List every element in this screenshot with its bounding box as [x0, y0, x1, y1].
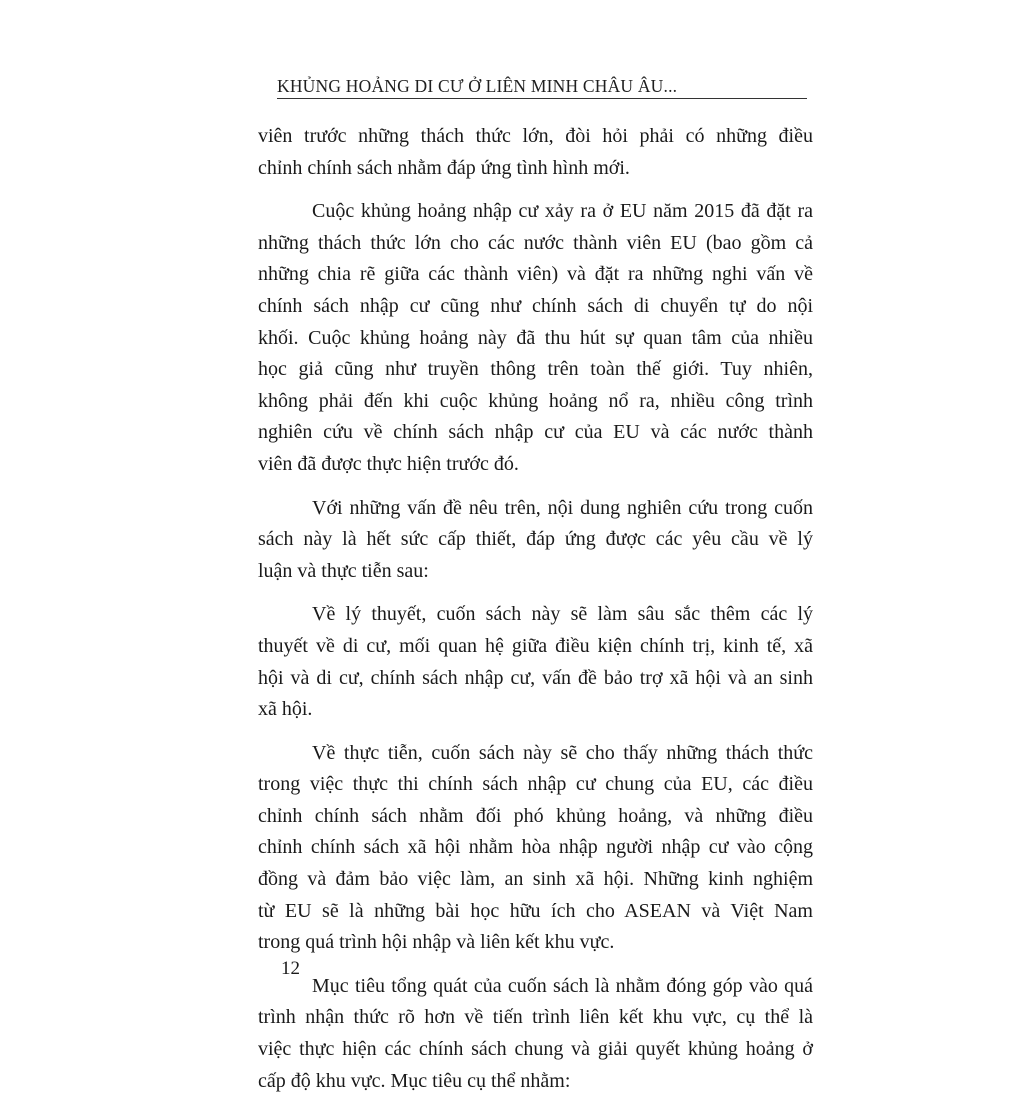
text-line: những chia rẽ giữa các thành viên) và đặt ra những nghi vấn về	[258, 263, 813, 286]
body-text	[258, 121, 813, 1097]
paragraph-objectives	[258, 971, 813, 1097]
text-line: luận và thực tiễn sau:	[258, 559, 429, 582]
text-line: việc thực hiện các chính sách chung và giải quyết khủng hoảng ở	[258, 1038, 813, 1061]
text-line: hội và di cư, chính sách nhập cư, vấn đề bảo trợ xã hội và an sinh	[258, 666, 813, 689]
text-line: Về lý thuyết, cuốn sách này sẽ làm sâu sắc thêm các lý	[312, 603, 813, 626]
header-rule	[277, 98, 807, 99]
text-line: từ EU sẽ là những bài học hữu ích cho ASEAN và Việt Nam	[258, 899, 813, 922]
text-line: trong việc thực thi chính sách nhập cư chung của EU, các điều	[258, 773, 813, 796]
text-line: những thách thức lớn cho các nước thành viên EU (bao gồm cả	[258, 231, 813, 254]
text-line: Với những vấn đề nêu trên, nội dung nghiên cứu trong cuốn	[312, 496, 813, 519]
text-line: không phải đến khi cuộc khủng hoảng nổ ra, nhiều công trình	[258, 389, 813, 412]
text-line: trong quá trình hội nhập và liên kết khu vực.	[258, 931, 615, 954]
text-line: học giả cũng như truyền thông trên toàn thế giới. Tuy nhiên,	[258, 358, 813, 381]
text-line: viên đã được thực hiện trước đó.	[258, 452, 519, 475]
paragraph-practice	[258, 738, 813, 959]
text-line: Mục tiêu tổng quát của cuốn sách là nhằm đóng góp vào quá	[312, 974, 813, 997]
text-line: chỉnh chính sách xã hội nhằm hòa nhập người nhập cư vào cộng	[258, 836, 813, 859]
text-line: viên trước những thách thức lớn, đòi hỏi phải có những điều	[258, 125, 813, 147]
paragraph-research-urgency	[258, 493, 813, 588]
text-line: chỉnh chính sách nhằm đối phó khủng hoảng, và những điều	[258, 804, 813, 827]
text-line: chính sách nhập cư cũng như chính sách di chuyển tự do nội	[258, 294, 813, 317]
text-line: trình nhận thức rõ hơn về tiến trình liên kết khu vực, cụ thể là	[258, 1006, 813, 1029]
text-line: cấp độ khu vực. Mục tiêu cụ thể nhằm:	[258, 1069, 571, 1092]
text-line: sách này là hết sức cấp thiết, đáp ứng được các yêu cầu về lý	[258, 528, 813, 551]
paragraph-crisis-2015	[258, 196, 813, 480]
text-line: Cuộc khủng hoảng nhập cư xảy ra ở EU năm 2015 đã đặt ra	[312, 200, 813, 223]
page-number: 12	[281, 958, 300, 979]
text-line: xã hội.	[258, 698, 313, 721]
text-line: thuyết về di cư, mối quan hệ giữa điều kiện chính trị, kinh tế, xã	[258, 634, 813, 657]
text-line: đồng và đảm bảo việc làm, an sinh xã hội. Những kinh nghiệm	[258, 868, 813, 891]
text-line: Về thực tiễn, cuốn sách này sẽ cho thấy những thách thức	[312, 741, 813, 764]
running-header: KHỦNG HOẢNG DI CƯ Ở LIÊN MINH CHÂU ÂU...	[277, 76, 678, 96]
text-line: khối. Cuộc khủng hoảng này đã thu hút sự quan tâm của nhiều	[258, 326, 813, 349]
paragraph-continuation	[258, 121, 813, 184]
text-line: nghiên cứu về chính sách nhập cư của EU và các nước thành	[258, 421, 813, 444]
paragraph-theory	[258, 599, 813, 725]
text-line: chỉnh chính sách nhằm đáp ứng tình hình mới.	[258, 156, 630, 179]
